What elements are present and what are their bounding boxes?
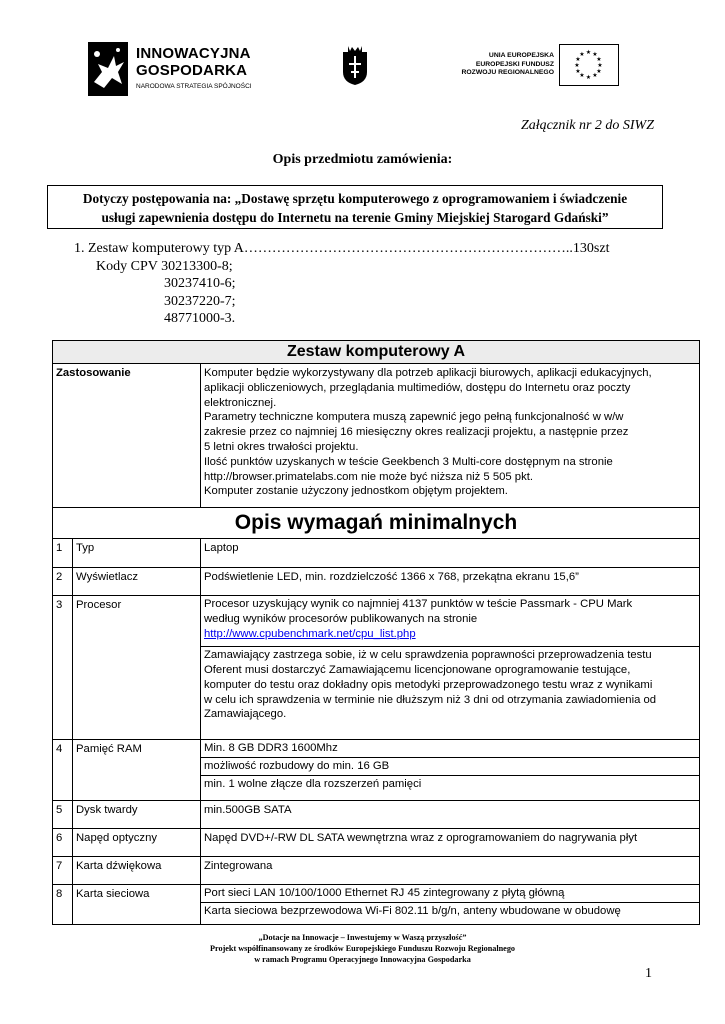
row-desc-line: Min. 8 GB DDR3 1600Mhz bbox=[201, 740, 699, 758]
row-number: 6 bbox=[53, 829, 73, 856]
min-requirements-row bbox=[52, 508, 700, 539]
cpu-benchmark-link[interactable]: http://www.cpubenchmark.net/cpu_list.php bbox=[204, 627, 416, 640]
coat-of-arms-icon bbox=[342, 46, 368, 86]
subject-title: Opis przedmiotu zamówienia: bbox=[272, 152, 453, 167]
row-name: Procesor bbox=[73, 596, 201, 739]
row-name: Dysk twardy bbox=[73, 801, 201, 828]
svg-text:★: ★ bbox=[579, 72, 585, 79]
row-name: Karta sieciowa bbox=[73, 885, 201, 924]
usage-line: Komputer będzie wykorzystywany dla potrzeb aplikacji biurowych, aplikacji edukacyjnych, bbox=[204, 367, 652, 379]
annex-label: Załącznik nr 2 do SIWZ bbox=[521, 118, 654, 133]
table-title: Zestaw komputerowy A bbox=[286, 342, 466, 360]
table-row bbox=[52, 568, 700, 596]
usage-line: zakresie przez co najmniej 16 miesięczny okres realizacji projektu, a następnie przez bbox=[204, 426, 629, 439]
row-desc bbox=[201, 885, 699, 924]
page-number: 1 bbox=[645, 966, 652, 981]
svg-text:★: ★ bbox=[575, 56, 581, 63]
eu-line1: UNIA EUROPEJSKA bbox=[488, 52, 554, 59]
procedure-box bbox=[47, 185, 663, 229]
table-row bbox=[52, 885, 700, 925]
row-number: 7 bbox=[53, 857, 73, 884]
table-title-row bbox=[52, 340, 700, 364]
cpu-note-line: Oferent musi dostarczyć Zamawiającemu licencjonowane oprogramowanie testujące, bbox=[204, 663, 631, 676]
footer-line2: Projekt współfinansowany ze środków Europejskiego Funduszu Rozwoju Regionalnego bbox=[209, 944, 516, 953]
svg-text:★: ★ bbox=[585, 49, 592, 56]
row-name: Napęd optyczny bbox=[73, 829, 201, 856]
row-desc bbox=[201, 801, 699, 828]
eu-flag-icon bbox=[559, 44, 619, 86]
procedure-line1: Dotyczy postępowania na: „Dostawę sprzętu komputerowego z oprogramowaniem i świadczenie bbox=[82, 191, 628, 206]
row-number: 2 bbox=[53, 568, 73, 595]
row-name: Pamięć RAM bbox=[73, 740, 201, 800]
ig-logo-mark-icon bbox=[88, 42, 128, 96]
row-desc bbox=[201, 829, 699, 856]
row-desc-line: Podświetlenie LED, min. rozdzielczość 1366 x 768, przekątna ekranu 15,6” bbox=[204, 571, 579, 584]
svg-text:★: ★ bbox=[592, 72, 598, 79]
cpv-line-1: Kody CPV 30213300-8; bbox=[96, 258, 233, 274]
row-desc-line: min.500GB SATA bbox=[204, 804, 292, 817]
cpu-note-line: komputer do testu oraz dokładny opis metodyki przeprowadzonego testu wraz z wynikami bbox=[204, 678, 653, 691]
row-number: 8 bbox=[53, 885, 73, 924]
row-number: 5 bbox=[53, 801, 73, 828]
table-row bbox=[52, 539, 700, 568]
innowacyjna-gospodarka-logo bbox=[88, 42, 268, 100]
row-desc-line: Zintegrowana bbox=[204, 860, 273, 873]
eu-logo-text bbox=[448, 52, 554, 78]
row-name: Karta dźwiękowa bbox=[73, 857, 201, 884]
usage-line: 5 letni okres trwałości projektu. bbox=[204, 440, 359, 453]
cpv-line-3: 30237220-7; bbox=[164, 293, 236, 309]
footer-line1: „Dotacje na Innowacje – Inwestujemy w Waszą przyszłość” bbox=[258, 933, 467, 942]
usage-line: http://browser.primatelabs.com nie może być niższa niż 5 505 pkt. bbox=[204, 470, 534, 483]
row-name: Typ bbox=[73, 539, 201, 567]
cpu-note-line: Zamawiającego. bbox=[204, 708, 287, 721]
usage-line: aplikacji obliczeniowych, przeglądania multimediów, dostępu do Internetu oraz poczty bbox=[204, 381, 631, 394]
cpv-line-2: 30237410-6; bbox=[164, 276, 236, 291]
spec-table bbox=[52, 340, 700, 925]
list-item-1: 1. Zestaw komputerowy typ A……………………………………………………………..130szt bbox=[74, 241, 610, 256]
row-desc-line: Karta sieciowa bezprzewodowa Wi-Fi 802.11 b/g/n, anteny wbudowane w obudowę bbox=[204, 904, 621, 917]
usage-line: Komputer zostanie użyczony jednostkom objętym projektem. bbox=[204, 485, 508, 498]
row-desc bbox=[201, 740, 699, 800]
eu-line3: ROZWOJU REGIONALNEGO bbox=[461, 69, 554, 77]
table-row bbox=[52, 596, 700, 740]
ig-logo-line3: NARODOWA STRATEGIA SPÓJNOŚCI bbox=[136, 83, 252, 90]
usage-label: Zastosowanie bbox=[53, 364, 201, 507]
row-desc bbox=[201, 596, 699, 739]
svg-text:★: ★ bbox=[579, 51, 585, 58]
svg-text:★: ★ bbox=[596, 68, 602, 75]
row-desc bbox=[201, 539, 699, 567]
row-name: Wyświetlacz bbox=[73, 568, 201, 595]
eu-line2: EUROPEJSKI FUNDUSZ bbox=[475, 60, 554, 68]
cpu-desc-line: według wyników procesorów publikowanych na stronie bbox=[204, 612, 478, 625]
cpu-note-line: w celu ich sprawdzenia w terminie nie dłuższym niż 3 dni od otrzymania zawiadomienia od bbox=[204, 693, 657, 706]
usage-row bbox=[52, 364, 700, 508]
table-row bbox=[52, 857, 700, 885]
svg-text:★: ★ bbox=[575, 68, 581, 75]
min-requirements-title: Opis wymagań minimalnych bbox=[234, 510, 518, 534]
cpu-note bbox=[201, 647, 699, 723]
row-number: 1 bbox=[53, 539, 73, 567]
table-row bbox=[52, 801, 700, 829]
row-desc bbox=[201, 568, 699, 595]
page-footer bbox=[0, 932, 725, 965]
svg-text:★: ★ bbox=[592, 51, 598, 58]
procedure-line2: usługi zapewnienia dostępu do Internetu na terenie Gminy Miejskiej Starogard Gdański” bbox=[101, 210, 609, 225]
svg-text:★: ★ bbox=[596, 56, 602, 63]
row-number: 4 bbox=[53, 740, 73, 800]
cpv-line-4: 48771000-3. bbox=[164, 311, 236, 326]
table-row bbox=[52, 740, 700, 801]
row-desc-line: możliwość rozbudowy do min. 16 GB bbox=[201, 758, 699, 776]
ig-logo-line2: GOSPODARKA bbox=[136, 62, 248, 79]
svg-text:★: ★ bbox=[585, 74, 592, 81]
svg-text:★: ★ bbox=[597, 62, 603, 69]
row-desc-line: Port sieci LAN 10/100/1000 Ethernet RJ 45 zintegrowany z płytą główną bbox=[201, 885, 699, 903]
row-desc-line: min. 1 wolne złącze dla rozszerzeń pamięci bbox=[204, 777, 422, 790]
cpu-note-line: Zamawiający zastrzega sobie, iż w celu sprawdzenia poprawności przeprowadzenia testu bbox=[204, 649, 652, 662]
svg-text:★: ★ bbox=[574, 62, 580, 69]
usage-line: Parametry techniczne komputera muszą zapewnić jego pełną funkcjonalność w w/w bbox=[204, 411, 624, 424]
usage-line: Ilość punktów uzyskanych w teście Geekbench 3 Multi-core dostępnym na stronie bbox=[204, 455, 613, 468]
row-number: 3 bbox=[53, 596, 73, 739]
usage-text bbox=[201, 364, 699, 507]
footer-line3: w ramach Programu Operacyjnego Innowacyjna Gospodarka bbox=[254, 955, 471, 964]
row-desc-line: Laptop bbox=[204, 542, 239, 555]
usage-line: elektronicznej. bbox=[204, 396, 277, 409]
table-row bbox=[52, 829, 700, 857]
cpu-desc-line: Procesor uzyskujący wynik co najmniej 4137 punktów w teście Passmark - CPU Mark bbox=[204, 598, 633, 611]
ig-logo-line1: INNOWACYJNA bbox=[136, 45, 251, 62]
item-list bbox=[74, 240, 609, 328]
row-desc-line: Napęd DVD+/-RW DL SATA wewnętrzna wraz z oprogramowaniem do nagrywania płyt bbox=[204, 832, 638, 845]
row-desc bbox=[201, 857, 699, 884]
cpu-requirement bbox=[201, 596, 699, 647]
